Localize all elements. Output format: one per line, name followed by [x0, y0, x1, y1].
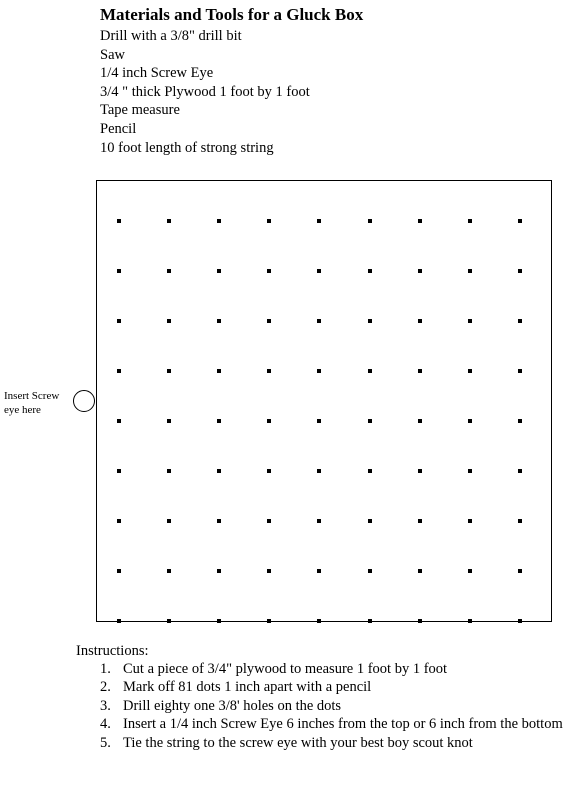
drill-dot [317, 319, 321, 323]
drill-dot [418, 569, 422, 573]
drill-dot [518, 519, 522, 523]
step-number: 4. [100, 716, 111, 733]
materials-item-saw: Saw [100, 46, 125, 63]
drill-dot [317, 519, 321, 523]
drill-dot [267, 519, 271, 523]
step-number: 1. [100, 661, 111, 677]
drill-dot [518, 419, 522, 423]
drill-dot [368, 419, 372, 423]
materials-item-pencil: Pencil [100, 120, 137, 137]
drill-dot [468, 519, 472, 523]
drill-dot [267, 319, 271, 323]
drill-dot [518, 369, 522, 373]
step-text: Mark off 81 dots 1 inch apart with a pencil [123, 679, 372, 696]
drill-dot [117, 319, 121, 323]
drill-dot [117, 569, 121, 573]
drill-dot [167, 319, 171, 323]
drill-dot [368, 619, 372, 623]
drill-dot [418, 319, 422, 323]
drill-dot [317, 619, 321, 623]
drill-dot [518, 569, 522, 573]
instruction-step [100, 678, 568, 696]
drill-dot [368, 269, 372, 273]
drill-dot [368, 469, 372, 473]
drill-dot [317, 469, 321, 473]
drill-dot [468, 269, 472, 273]
drill-dot [117, 619, 121, 623]
drill-dot [468, 469, 472, 473]
materials-item-string: 10 foot length of strong string [100, 139, 274, 156]
drill-dot [418, 419, 422, 423]
step-number: 5. [100, 734, 111, 751]
drill-dot [217, 319, 221, 323]
drill-dot [317, 419, 321, 423]
drill-dot [518, 319, 522, 323]
drill-dot [117, 369, 121, 373]
step-text: Drill eighty one 3/8' holes on the dots [123, 697, 342, 714]
drill-dot [217, 219, 221, 223]
drill-dot [368, 569, 372, 573]
drill-dot [217, 419, 221, 423]
drill-dot [317, 569, 321, 573]
drill-dot [418, 519, 422, 523]
drill-dot [217, 519, 221, 523]
screw-eye-circle-icon [73, 390, 95, 412]
drill-dot [167, 219, 171, 223]
drill-dot [418, 269, 422, 273]
drill-dot [368, 519, 372, 523]
drill-dot [267, 369, 271, 373]
drill-dot [468, 369, 472, 373]
drill-dot [317, 269, 321, 273]
drill-dot [418, 369, 422, 373]
drill-dot [317, 219, 321, 223]
instruction-step [100, 715, 568, 733]
drill-dot [167, 619, 171, 623]
drill-dot [518, 469, 522, 473]
materials-item-tape-measure: Tape measure [100, 102, 180, 119]
materials-item-plywood: 3/4 " thick Plywood 1 foot by 1 foot [100, 83, 310, 100]
drill-dot [468, 219, 472, 223]
drill-dot [267, 269, 271, 273]
drill-dot [267, 619, 271, 623]
drill-dot [468, 319, 472, 323]
drill-dot [167, 369, 171, 373]
instruction-step [100, 697, 568, 715]
drill-dot [468, 569, 472, 573]
materials-item-drill: Drill with a 3/8" drill bit [100, 28, 242, 44]
drill-dot [518, 619, 522, 623]
step-text: Tie the string to the screw eye with your best boy scout knot [123, 734, 473, 751]
drill-dot [117, 219, 121, 223]
drill-dot [418, 619, 422, 623]
drill-dot [117, 269, 121, 273]
drill-dot [167, 519, 171, 523]
drill-dot [267, 569, 271, 573]
step-number: 2. [100, 679, 111, 696]
step-text: Cut a piece of 3/4" plywood to measure 1 foot by 1 foot [123, 661, 448, 677]
instruction-step [100, 734, 568, 752]
drill-dot [217, 369, 221, 373]
drill-dot [418, 469, 422, 473]
materials-list [100, 27, 310, 157]
drill-dot [518, 269, 522, 273]
drill-dot [217, 619, 221, 623]
instructions-list [100, 660, 568, 752]
screw-eye-label: Insert Screw eye here [4, 390, 60, 416]
step-number: 3. [100, 697, 111, 714]
drill-dot [167, 469, 171, 473]
drill-dot [518, 219, 522, 223]
plywood-board-diagram [96, 180, 552, 622]
drill-dot [217, 269, 221, 273]
drill-dot [368, 369, 372, 373]
drill-dot [468, 619, 472, 623]
instruction-step [100, 660, 568, 678]
materials-item-screw-eye: 1/4 inch Screw Eye [100, 65, 214, 82]
drill-dot [217, 469, 221, 473]
drill-dot [117, 469, 121, 473]
drill-dot [368, 319, 372, 323]
drill-dot [468, 419, 472, 423]
instructions-heading: Instructions: [76, 643, 149, 659]
drill-dot [267, 469, 271, 473]
drill-dot [117, 519, 121, 523]
drill-dot [267, 419, 271, 423]
drill-dot [217, 569, 221, 573]
drill-dot [167, 269, 171, 273]
step-text: Insert a 1/4 inch Screw Eye 6 inches from the top or 6 inch from the bottom [123, 716, 563, 733]
drill-dot [368, 219, 372, 223]
drill-dot [267, 219, 271, 223]
drill-dot [167, 419, 171, 423]
drill-dot [167, 569, 171, 573]
drill-dot [317, 369, 321, 373]
drill-dot [117, 419, 121, 423]
page-title: Materials and Tools for a Gluck Box [100, 5, 364, 24]
drill-dot [418, 219, 422, 223]
